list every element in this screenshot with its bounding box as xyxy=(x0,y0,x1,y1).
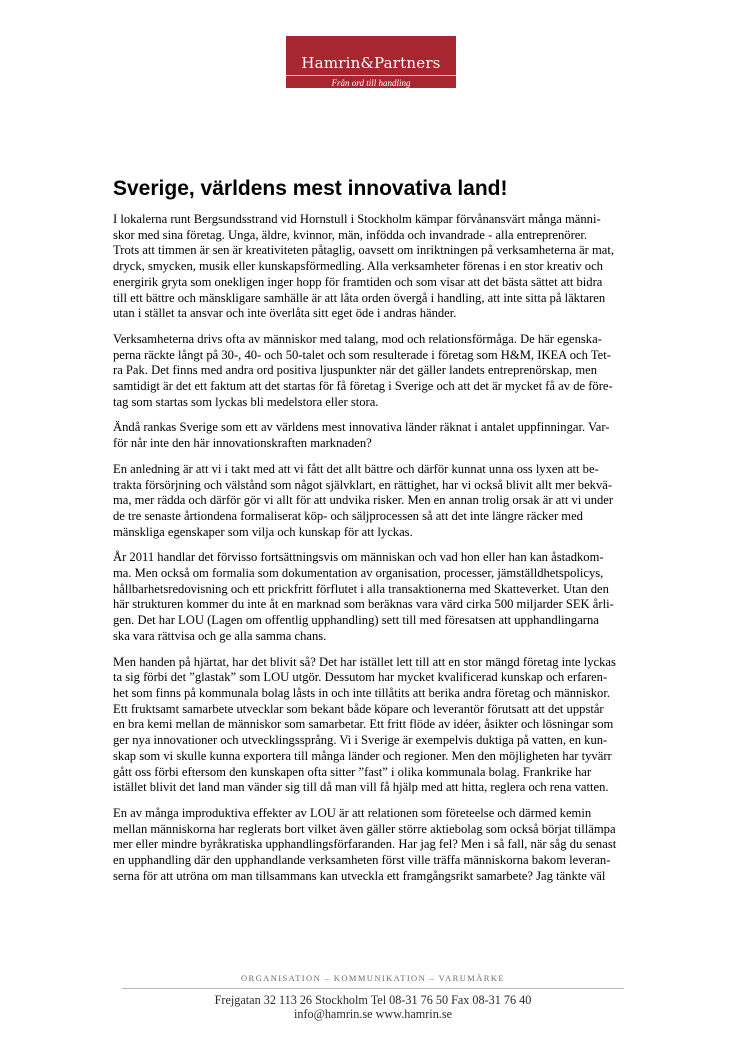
paragraph-line: en upphandling där den upphandlande verksamheten först ville träffa människorna bakom leveran- xyxy=(113,853,611,868)
paragraph-line: ma, mer rädda och därför gör vi allt för att undvika risker. Men en annan trolig orsak är att vi under xyxy=(113,493,614,508)
paragraph-line: Ett fruktsamt samarbete utvecklar som bekant både köpare och leverantör förutsatt att det uppstår xyxy=(113,701,604,716)
footer-web: info@hamrin.se www.hamrin.se xyxy=(293,1007,452,1021)
paragraph-line: Ändå rankas Sverige som ett av världens mest innovativa länder räknat i antalet uppfinningar. Var- xyxy=(113,420,610,435)
paragraph-line: skor med sina företag. Unga, äldre, kvinnor, män, infödda och invandrade - alla entreprenörer. xyxy=(113,227,588,242)
paragraph-line: Men handen på hjärtat, har det blivit så? Det har istället lett till att en stor mängd företag inte lyckas xyxy=(113,654,616,669)
paragraph-line: samtidigt är det ett faktum att det startas för få företag i Sverige och att det är mycket få av de före- xyxy=(113,379,613,394)
paragraph-line: ma. Men också om formalia som dokumentation av organisation, processer, jämställdhetspolicys, xyxy=(113,566,604,581)
paragraph-line: En av många improduktiva effekter av LOU är att relationen som företeelse och därmed kemin xyxy=(113,805,592,820)
paragraph-line: utan i stället ta ansvar och inte överlåta sitt eget öde i andras händer. xyxy=(113,306,457,321)
article-paragraph xyxy=(113,420,633,451)
paragraph-line: skap som vi skulle kunna exportera till många länder och regioner. Men den möjligheten har tyvärr xyxy=(113,748,612,763)
paragraph-line: År 2011 handlar det förvisso fortsättningsvis om människan och vad hon eller han kan åstadkom- xyxy=(113,550,604,565)
paragraph-line: för når inte den här innovationskraften marknaden? xyxy=(113,436,372,451)
paragraph-line: Trots att timmen är sen är kreativiteten påtaglig, oavsett om inriktningen på verksamheterna är mat, xyxy=(113,243,615,258)
logo-tagline: Från ord till handling xyxy=(331,78,411,88)
article-paragraph xyxy=(113,332,633,411)
paragraph-line: mer eller mindre byråkratiska upphandlingsförfaranden. Har jag fel? Men i så fall, när såg du senast xyxy=(113,837,617,852)
paragraph-line: en bra kemi mellan de människor som samarbetar. Ett fritt flöde av idéer, åsikter och lösningar som xyxy=(113,717,614,732)
paragraph-line: hållbarhetsredovisning och ett prickfritt förflutet i alla transaktionerna med Skatteverket. Utan den xyxy=(113,581,609,596)
paragraph-line: till ett bättre och mänskligare samhälle är att låta orden övergå i handling, att inte sitta på läktaren xyxy=(113,290,606,305)
footer-divider xyxy=(122,988,624,989)
footer-label: ORGANISATION – KOMMUNIKATION – VARUMÄRKE xyxy=(241,973,505,983)
paragraph-line: Verksamheterna drivs ofta av människor med talang, mod och relationsförmåga. De här egenska- xyxy=(113,331,602,346)
paragraph-line: ta sig förbi det ”glastak” som LOU utgör. Dessutom har mycket kvalificerad kunskap och erfaren- xyxy=(113,670,608,685)
paragraph-line: trakta försörjning och välstånd som något självklart, en rättighet, har vi också blivit allt mer bekvä- xyxy=(113,477,613,492)
paragraph-line: här strukturen kommer du inte åt en marknad som beräknas vara värd cirka 500 miljarder SEK årli- xyxy=(113,597,614,612)
article-paragraph xyxy=(113,550,633,644)
company-logo xyxy=(286,36,456,88)
paragraph-line: istället blivit det land man vänder sig till då man vill få hjälp med att hitta, reglera och rena vatten. xyxy=(113,780,609,795)
paragraph-line: I lokalerna runt Bergsundsstrand vid Hornstull i Stockholm kämpar förvånansvärt många männi- xyxy=(113,212,601,226)
paragraph-line: En anledning är att vi i takt med att vi fått det allt bättre och därför kunnat unna oss lyxen att be- xyxy=(113,461,599,476)
article-paragraph xyxy=(113,212,633,322)
logo-name: Hamrin&Partners xyxy=(301,54,441,72)
article-body xyxy=(113,212,633,894)
footer-address: Frejgatan 32 113 26 Stockholm Tel 08-31 76 50 Fax 08-31 76 40 xyxy=(214,993,532,1007)
paragraph-line: energirik gryta som onekligen inger hopp för framtiden och som visar att det bästa sättet att bidra xyxy=(113,274,603,289)
paragraph-line: mellan människorna har reglerats bort vilket även gäller större aktiebolag som också börjat tillämpa xyxy=(113,821,616,836)
paragraph-line: dryck, smycken, musik eller kunskapsförmedling. Alla verksamheter förenas i en stor kreativ och xyxy=(113,259,603,274)
paragraph-line: ger nya innovationer och utvecklingssprång. Vi i Sverige är exempelvis duktiga på vatten, en kun- xyxy=(113,733,608,748)
paragraph-line: het som finns på kommunala bolag låsts in och inte tillåtits att berika andra företag och människor. xyxy=(113,685,610,700)
paragraph-line: ra Pak. Det finns med andra ord positiva ljuspunkter när det gäller landets entreprenörskap, men xyxy=(113,363,598,378)
paragraph-line: ska vara rättvisa och ge alla samma chans. xyxy=(113,628,327,643)
paragraph-line: tag som startas som lyckas bli medelstora eller stora. xyxy=(113,394,379,409)
paragraph-line: serna för att utröna om man tillsammans kan utveckla ett framgångsrikt samarbete? Jag tänkte väl xyxy=(113,868,606,883)
paragraph-line: gen. Det har LOU (Lagen om offentlig upphandling) sett till med föresatsen att upphandlingarna xyxy=(113,613,599,628)
logo-divider xyxy=(286,75,456,76)
paragraph-line: de tre senaste årtiondena formaliserat köp- och säljprocessen så att det inte längre räcker med xyxy=(113,508,583,523)
paragraph-line: mänskliga egenskaper som vilja och kunskap för att lyckas. xyxy=(113,524,413,539)
paragraph-line: perna räckte långt på 30-, 40- och 50-talet och som resulterade i företag som H&M, IKEA och Tet- xyxy=(113,347,611,362)
article-paragraph xyxy=(113,462,633,541)
article-paragraph xyxy=(113,806,633,885)
article-paragraph xyxy=(113,655,633,796)
article-title: Sverige, världens mest innovativa land! xyxy=(113,177,508,200)
paragraph-line: gått oss förbi eftersom den kunskapen ofta sitter ”fast” i olika kommunala bolag. Frankrike har xyxy=(113,764,592,779)
